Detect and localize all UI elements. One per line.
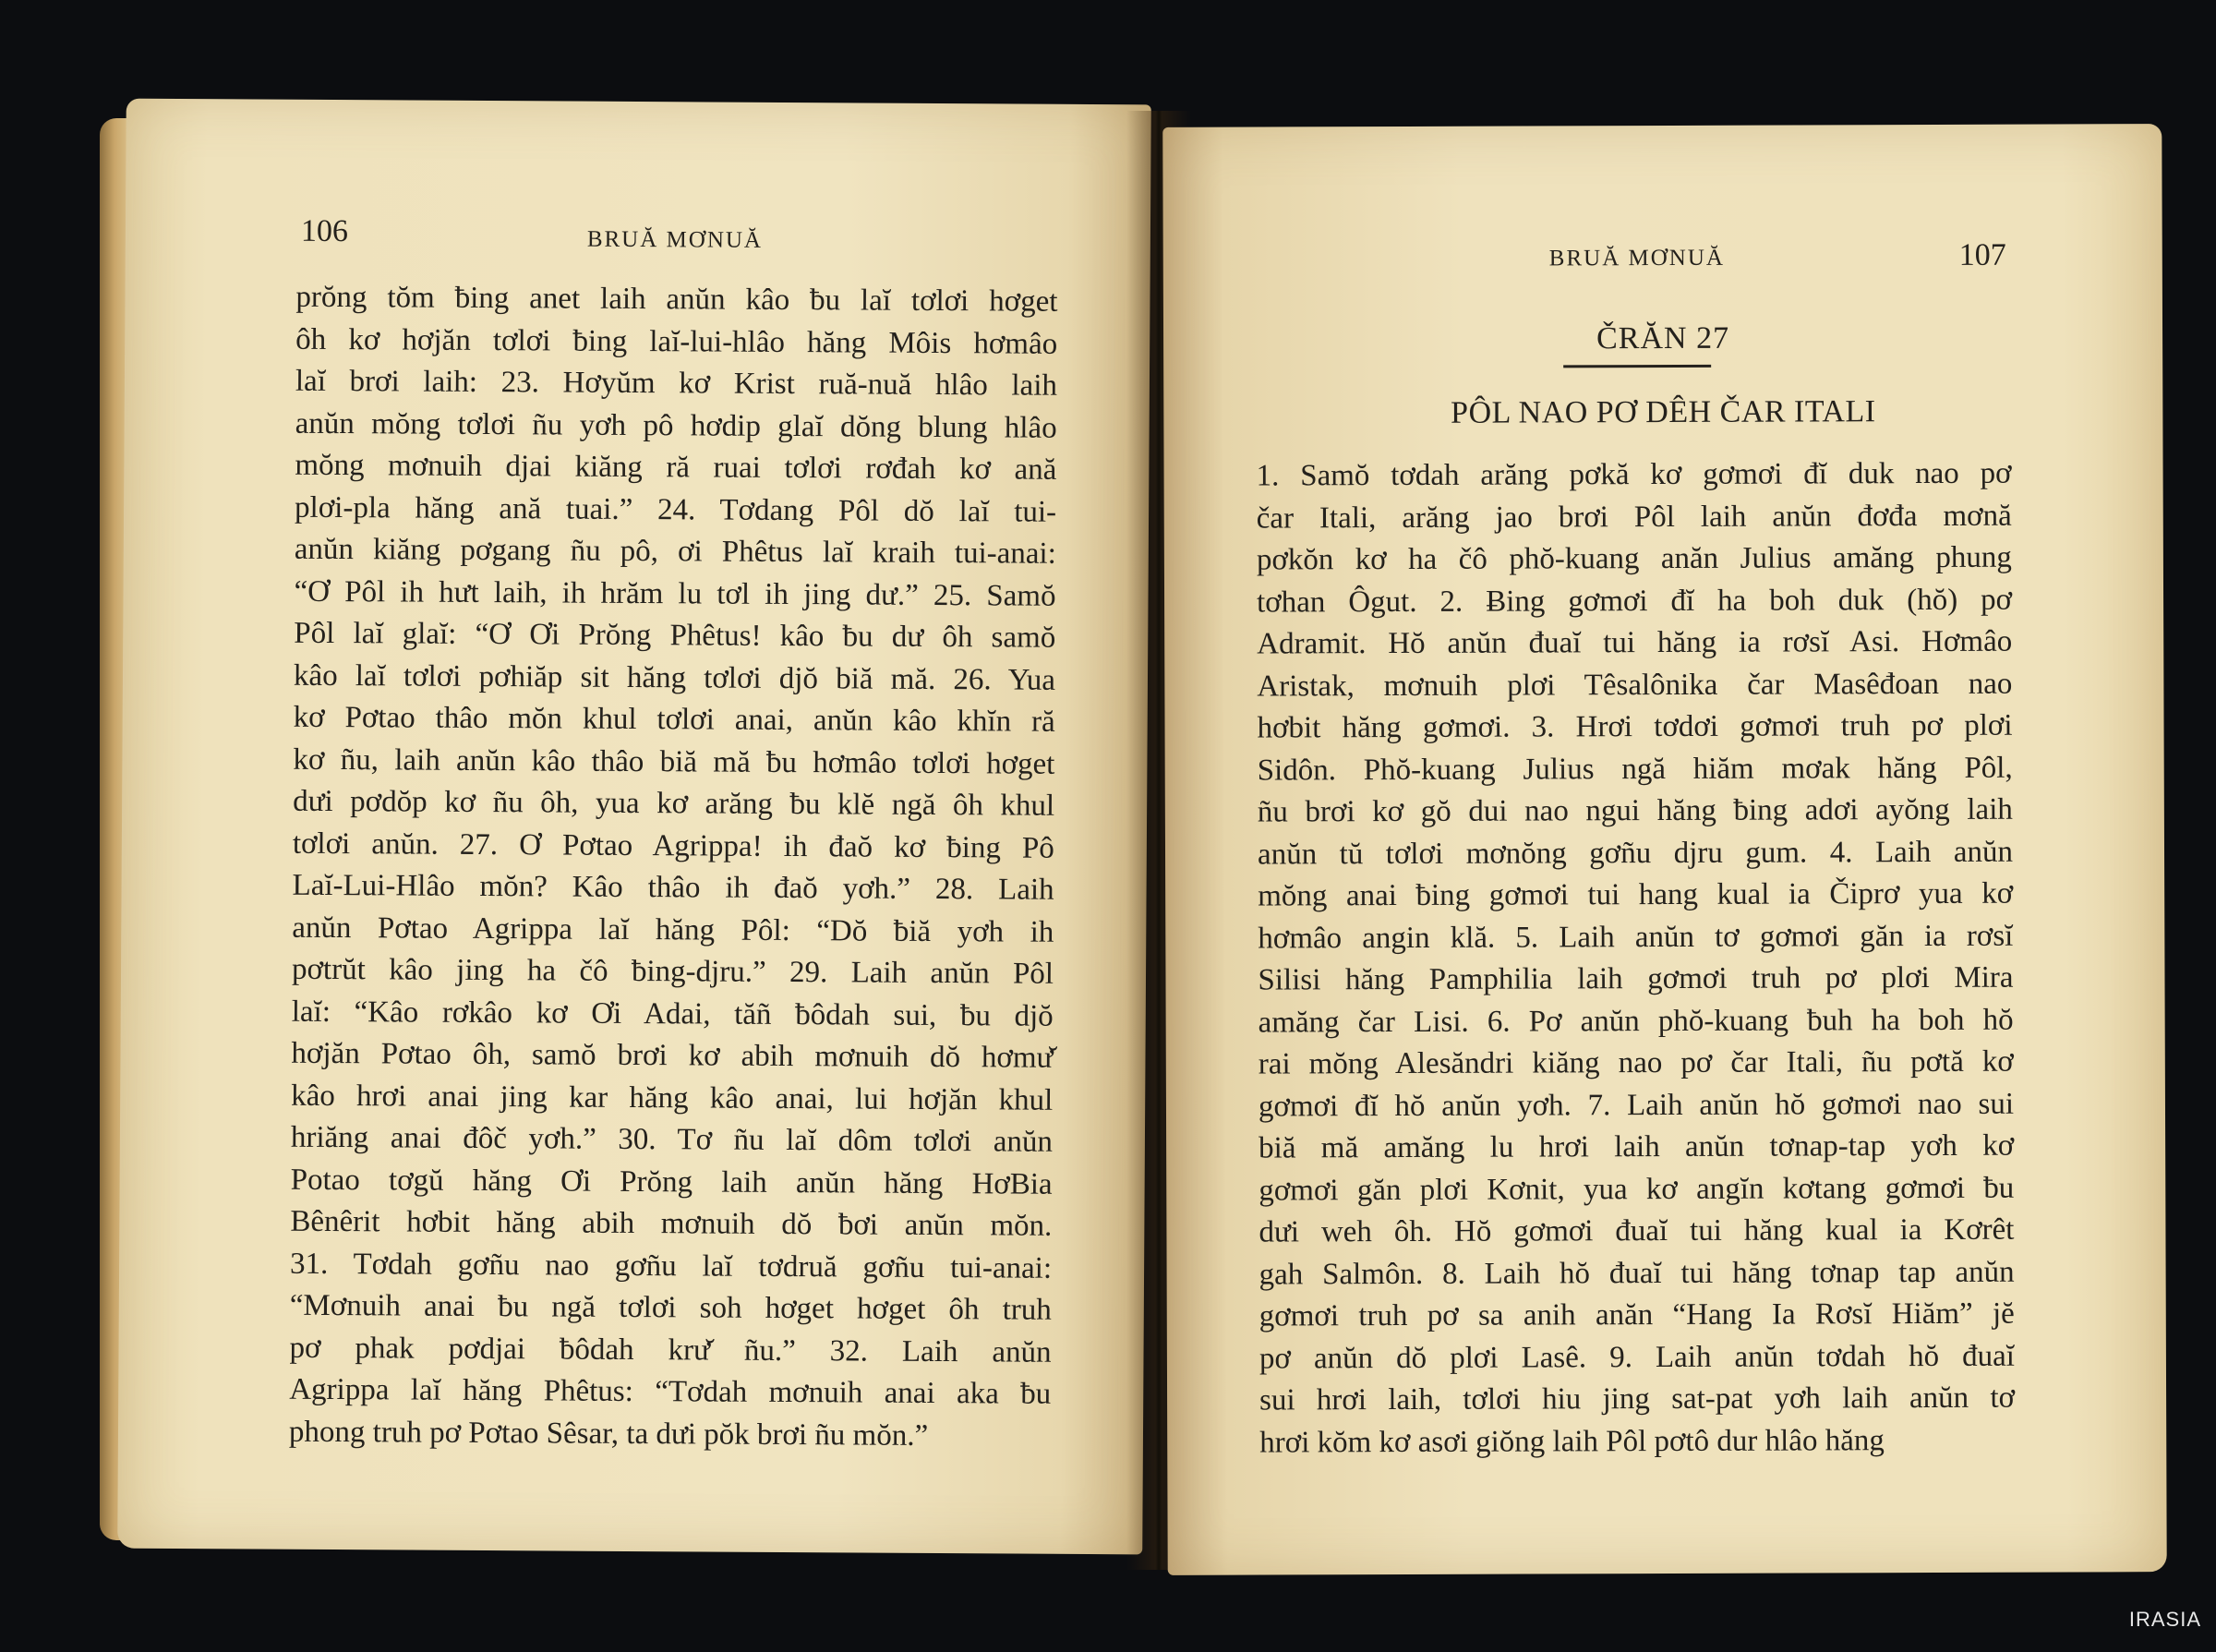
text-line: kâo laĭ tơlơi pơhiăp sit hăng tơlơi djŏ biă mă. 26. Yua: [293, 658, 1056, 697]
watermark-text: IRASIA: [2128, 1608, 2201, 1631]
text-line: anŭn tŭ tơlơi mơnŏng gơñu djru gum. 4. Laih anŭn: [1257, 835, 2014, 872]
text-line: čar Itali, arăng jao brơi Pôl laih anŭn đơđa mơnă: [1256, 499, 2012, 536]
text-line: Sidôn. Phŏ-kuang Julius ngă hiăm mơak hăng Pôl,: [1257, 751, 2013, 788]
text-line: Silisi hăng Pamphilia laih gơmơi truh pơ plơi Mira: [1258, 960, 2014, 997]
text-line: gơmơi truh pơ sa anih anăn “Hang Ia Rơsĭ Hiăm” jĕ: [1259, 1296, 2015, 1333]
text-line: kơ ñu, laih anŭn kâo thâo biă mă ƀu hơmâo tơlơi hơget: [293, 742, 1055, 781]
text-line: dưi weh ôh. Hŏ gơmơi đuaĭ tui hăng kual ia Kơrêt: [1259, 1212, 2015, 1249]
text-line: laĭ brơi laih: 23. Hơyŭm kơ Krist ruă-nuă hlâo laih: [295, 364, 1058, 403]
text-line: Potao tơgŭ hăng Ơi Prŏng laih anŭn hăng HơBia: [290, 1163, 1053, 1201]
text-line: mŏng mơnuih djai kiăng ră ruai tơlơi rơđah kơ ană: [295, 448, 1057, 487]
text-line: pơ phak pơdjai ƀôdah krư̆ ñu.” 32. Laih anŭn: [289, 1331, 1052, 1369]
text-line: anŭn kiăng pơgang ñu pô, ơi Phêtus laĭ kraih tui-anai:: [294, 532, 1056, 571]
left-page: [117, 99, 1151, 1555]
text-line: Adramit. Hŏ anŭn đuaĭ tui hăng ia rơsĭ Asi. Hơmâo: [1257, 624, 2013, 661]
text-line: dưi pơdŏp kơ ñu ôh, yua kơ arăng ƀu klĕ ngă ôh khul: [293, 784, 1055, 823]
text-line: hơmâo angin klă. 5. Laih anŭn tơ gơmơi găn ia rơsĭ: [1258, 919, 2014, 956]
text-line: gơmơi đĭ hŏ anŭn yơh. 7. Laih anŭn hŏ gơmơi nao sui: [1258, 1087, 2015, 1124]
text-line: hơbit hăng gơmơi. 3. Hrơi tơdơi gơmơi truh pơ plơi: [1257, 708, 2013, 745]
text-line: Agrippa laĭ hăng Phêtus: “Tơdah mơnuih anai aka ƀu: [289, 1372, 1052, 1411]
text-line: amăng čar Lisi. 6. Pơ anŭn phŏ-kuang ƀuh ha boh hŏ: [1258, 1003, 2014, 1040]
text-line: “Mơnuih anai ƀu ngă tơlơi soh hơget hơget ôh truh: [289, 1288, 1052, 1327]
text-line: anŭn mŏng tơlơi ñu yơh pô hơdip glaĭ dŏng blung hlâo: [295, 406, 1057, 445]
text-line: Bênêrit hơbit hăng abih mơnuih dŏ ƀơi anŭn mŏn.: [290, 1204, 1053, 1243]
text-line: prŏng tŏm ƀing anet laih anŭn kâo ƀu laĭ tơlơi hơget: [295, 280, 1058, 319]
text-line: ñu brơi kơ gŏ dui nao ngui hăng ƀing adơi ayŏng laih: [1257, 792, 2013, 829]
text-line: mŏng anai ƀing gơmơi tui hang kual ia Čiprơ yua kơ: [1258, 876, 2014, 913]
text-line: sui hrơi laih, tơlơi hiu jing sat-pat yơh laih anŭn tơ: [1259, 1381, 2016, 1417]
text-line: tơlơi anŭn. 27. Ơ Pơtao Agrippa! ih đaŏ kơ ƀing Pô: [292, 826, 1054, 865]
text-line: rai mŏng Alesăndri kiăng nao pơ čar Itali, ñu pơtă kơ: [1258, 1044, 2014, 1081]
chapter-underline: [1563, 365, 1711, 368]
text-line: anŭn Pơtao Agrippa laĭ hăng Pôl: “Dŏ ƀiă yơh ih: [292, 910, 1054, 949]
text-line: pơtrŭt kâo jing ha čô ƀing-djru.” 29. Laih anŭn Pôl: [291, 952, 1054, 991]
text-line: hriăng anai đôč yơh.” 30. Tơ ñu laĭ dôm tơlơi anŭn: [290, 1120, 1054, 1159]
text-line: hơjăn Pơtao ôh, samŏ brơi kơ abih mơnuih dŏ hơmư̆: [291, 1036, 1054, 1075]
text-line: Pôl laĭ glaĭ: “Ơ Ơi Prŏng Phêtus! kâo ƀu dư ôh samŏ: [294, 616, 1056, 655]
text-line: “Ơ Pôl ih hưt laih, ih hrăm lu tơl ih jing dư.” 25. Samŏ: [294, 574, 1056, 613]
running-header: BRUĂ MƠNUĂ: [1548, 245, 1725, 271]
page-number: 106: [300, 213, 349, 249]
text-line: plơi-pla hăng ană tuai.” 24. Tơdang Pôl dŏ laĭ tui-: [294, 490, 1057, 529]
text-line: ôh kơ hơjăn tơlơi ƀing laĭ-lui-hlâo hăng Môis hơmâo: [295, 322, 1058, 361]
running-header: BRUĂ MƠNUĂ: [586, 226, 764, 253]
right-page: [1162, 124, 2166, 1575]
section-title: PÔL NAO PƠ DÊH ČAR ITALI: [1451, 394, 1876, 430]
text-line: kâo hrơi anai jing kar hăng kâo anai, lui hơjăn khul: [291, 1079, 1054, 1117]
chapter-title: ČRĂN 27: [1596, 320, 1730, 356]
body-text: [1257, 453, 2016, 1465]
text-line: Aristak, mơnuih plơi Têsalônika čar Masêđoan nao: [1257, 667, 2013, 704]
page-number: 107: [1958, 237, 2006, 272]
text-line: gah Salmôn. 8. Laih hŏ đuaĭ tui hăng tơnap tap anŭn: [1259, 1255, 2015, 1292]
text-line: 31. Tơdah gơñu nao gơñu laĭ tơdruă gơñu tui-anai:: [289, 1247, 1053, 1285]
text-line: laĭ: “Kâo rơkâo kơ Ơi Adai, tăñ ƀôdah sui, ƀu djŏ: [291, 995, 1054, 1033]
text-line: pơkŏn kơ ha čô phŏ-kuang anăn Julius amăng phung: [1256, 540, 2012, 577]
text-line: kơ Pơtao thâo mŏn khul tơlơi anai, anŭn kâo khĭn ră: [293, 700, 1055, 739]
text-line: 1. Samŏ tơdah arăng pơkă kơ gơmơi đĭ duk nao pơ: [1256, 456, 2012, 493]
text-line: phong truh pơ Pơtao Sêsar, ta dưi pŏk brơi ñu mŏn.”: [288, 1415, 929, 1453]
text-line: hrơi kŏm kơ asơi giŏng laih Pôl pơtô dur hlâo hăng: [1259, 1423, 1885, 1460]
text-line: biă mă amăng lu hrơi laih anŭn tơnap-tap yơh kơ: [1259, 1128, 2015, 1165]
text-line: Laĭ-Lui-Hlâo mŏn? Kâo thâo ih đaŏ yơh.” 28. Laih: [292, 868, 1054, 907]
text-line: tơhan Ôgut. 2. Ƀing gơmơi đĭ ha boh duk (hŏ) pơ: [1256, 583, 2013, 620]
body-text: [289, 277, 1058, 1458]
text-line: pơ anŭn dŏ plơi Lasê. 9. Laih anŭn tơdah hŏ đuaĭ: [1259, 1339, 2015, 1376]
text-line: gơmơi găn plơi Kơnit, yua kơ angĭn kơtang gơmơi ƀu: [1259, 1171, 2015, 1208]
